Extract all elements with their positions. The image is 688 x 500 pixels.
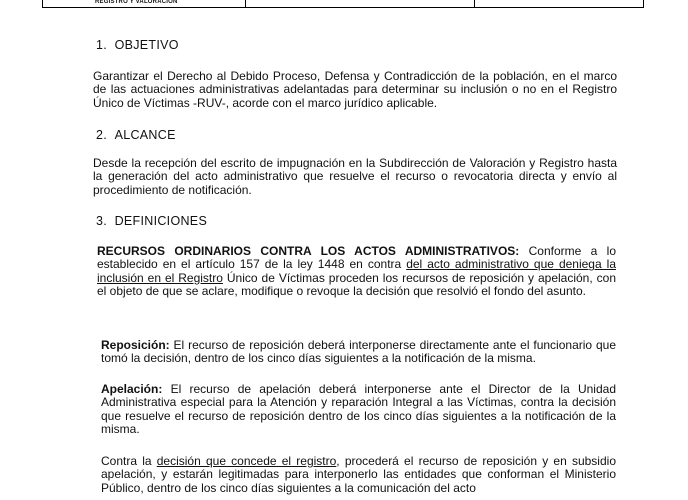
definition-text: Contra la — [101, 454, 157, 468]
section-number: 3. — [96, 214, 108, 228]
definition-text: Único de Víctimas proceden los recursos de reposición y apelación, con el objeto de que se aclare, modifique o revoque la decisión que resolvió el fondo del asunto. — [97, 270, 616, 299]
definition-text: , procederá el recurso de reposición y en subsidio apelación, y estarán legitimadas para interponerlo las entidades que conforman el Ministerio Público, dentro de los cinco días siguientes a la comunicación del acto — [101, 454, 616, 495]
definition-contra-paragraph — [101, 455, 616, 495]
section-alcance-body: Desde la recepción del escrito de impugnación en la Subdirección de Valoración y Registro hasta la generación del acto administrativo que resuelve el recurso o revocatoria directa y envío al procedimiento de notificación. — [93, 156, 617, 197]
section-number: 2. — [96, 128, 108, 142]
header-table-cell-3 — [475, 0, 643, 7]
definition-term: Apelación: — [101, 382, 163, 396]
header-table-cell-1 — [43, 0, 246, 7]
section-title: DEFINICIONES — [114, 214, 208, 228]
definition-term: Reposición: — [101, 338, 170, 352]
definition-text: El recurso de reposición deberá interponerse directamente ante el funcionario que tomó la decisión, dentro de los cinco días siguientes a la notificación de la misma. — [101, 338, 616, 366]
section-definiciones-heading — [96, 214, 207, 228]
definition-apelacion — [101, 383, 616, 437]
section-title: ALCANCE — [114, 128, 176, 142]
header-table-cell-2 — [246, 0, 475, 7]
section-number: 1. — [96, 38, 108, 52]
section-objetivo-body: Garantizar el Derecho al Debido Proceso, Defensa y Contradicción de la población, en el marco de las actuaciones administrativas adelantadas para determinar su inclusión o no en el Registro Único de Víctimas -RUV-, acorde con el marco jurídico aplicable. — [93, 69, 617, 110]
definition-term: RECURSOS ORDINARIOS CONTRA LOS ACTOS ADMINISTRATIVOS: — [97, 244, 520, 258]
definition-reposicion — [101, 339, 616, 366]
underlined-phrase: decisión que concede el registro — [156, 454, 337, 468]
header-table-partial-text: REGISTRO Y VALORACIÓN — [95, 0, 178, 5]
section-alcance-heading — [96, 128, 176, 142]
section-objetivo-heading — [96, 38, 179, 52]
definition-text: El recurso de apelación deberá interponerse ante el Director de la Unidad Administrativa especial para la Atención y reparación Integral a las Víctimas, contra la decisión que resuelve el recurso de reposición dentro de los cinco días siguientes a la notificación de la misma. — [101, 382, 616, 437]
header-table — [42, 0, 644, 8]
underlined-phrase: del acto administrativo que deniega la inclusión en el Registro — [97, 257, 616, 285]
definition-recursos-ordinarios — [97, 245, 616, 299]
section-title: OBJETIVO — [114, 38, 179, 52]
definition-text: Conforme a lo establecido en el artículo 157 de la ley 1448 en contra — [97, 244, 617, 272]
